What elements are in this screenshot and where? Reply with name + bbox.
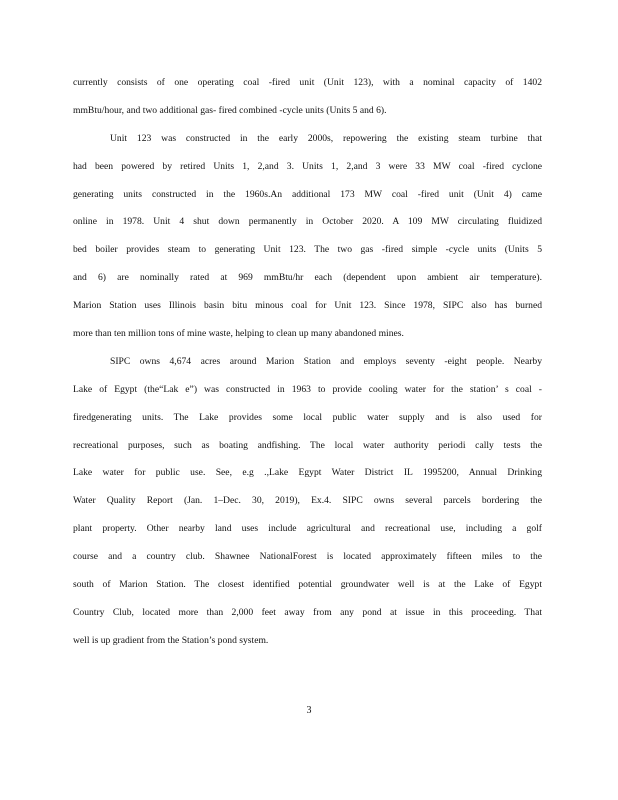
text-line: Unit 123 was constructed in the early 2000s, repowering the existing steam turbine that — [110, 132, 542, 144]
text-line: Lake water for public use. See, e.g .,Lake Egypt Water District IL 1995200, Annual Drinking — [73, 467, 542, 479]
text-line: Water Quality Report (Jan. 1–Dec. 30, 2019), Ex.4. SIPC owns several parcels bordering the — [73, 495, 542, 507]
text-line: well is up gradient from the Station’s pond system. — [73, 634, 269, 646]
text-line: Marion Station uses Illinois basin bitu minous coal for Unit 123. Since 1978, SIPC also has burned — [73, 300, 542, 312]
body-text — [73, 69, 542, 655]
text-line: more than ten million tons of mine waste, helping to clean up many abandoned mines. — [73, 328, 404, 340]
text-line: Lake of Egypt (the“Lak e”) was constructed in 1963 to provide cooling water for the station’ s coal - — [73, 383, 542, 395]
text-line: mmBtu/hour, and two additional gas- fired combined -cycle units (Units 5 and 6). — [73, 104, 387, 116]
text-line: recreational purposes, such as boating andfishing. The local water authority periodi cally tests the — [73, 439, 542, 451]
text-line: generating units constructed in the 1960s.An additional 173 MW coal -fired unit (Unit 4) came — [73, 188, 542, 200]
text-line: online in 1978. Unit 4 shut down permanently in October 2020. A 109 MW circulating fluidized — [73, 216, 542, 228]
text-line: had been powered by retired Units 1, 2,and 3. Units 1, 2,and 3 were 33 MW coal -fired cyclone — [73, 160, 542, 172]
text-line: firedgenerating units. The Lake provides some local public water supply and is also used for — [73, 411, 542, 423]
page-number: 3 — [306, 705, 312, 716]
text-line: SIPC owns 4,674 acres around Marion Station and employs seventy -eight people. Nearby — [110, 355, 542, 367]
text-line: plant property. Other nearby land uses include agricultural and recreational use, including a golf — [73, 523, 542, 535]
text-line: south of Marion Station. The closest identified potential groundwater well is at the Lake of Egypt — [73, 579, 542, 591]
text-line: Country Club, located more than 2,000 feet away from any pond at issue in this proceeding. That — [73, 606, 542, 618]
text-line: bed boiler provides steam to generating Unit 123. The two gas -fired simple -cycle units (Units 5 — [73, 244, 542, 256]
text-line: currently consists of one operating coal -fired unit (Unit 123), with a nominal capacity of 1402 — [73, 77, 542, 88]
text-line: and 6) are nominally rated at 969 mmBtu/hr each (dependent upon ambient air temperature). — [73, 272, 542, 284]
text-line: course and a country club. Shawnee NationalForest is located approximately fifteen miles to the — [73, 551, 542, 563]
